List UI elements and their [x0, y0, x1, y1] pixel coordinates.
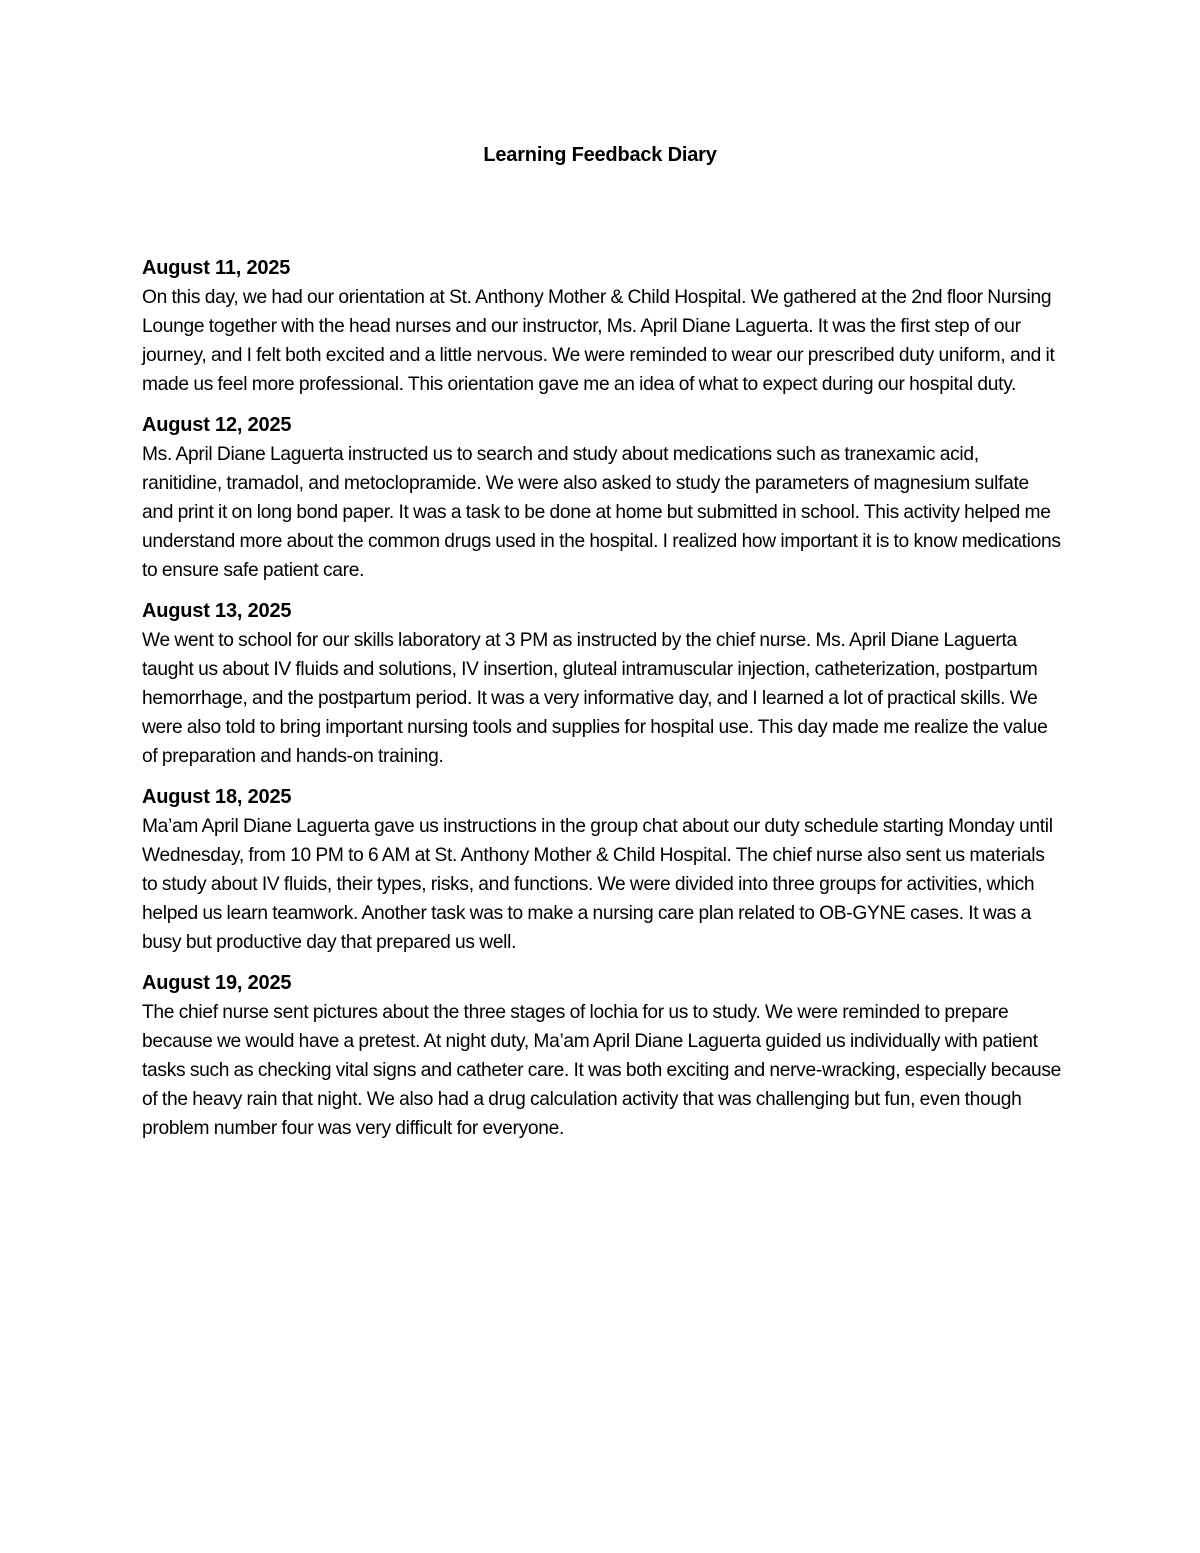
diary-entries [142, 254, 1062, 1155]
diary-entry [142, 597, 1062, 771]
diary-entry [142, 411, 1062, 585]
entry-date: August 13, 2025 [142, 600, 292, 622]
entry-date: August 11, 2025 [142, 257, 291, 279]
entry-text: Ms. April Diane Laguerta instructed us to search and study about medications such as tranexamic acid, ranitidine, tramadol, and metoclopramide. We were also asked to study the parameters of magnesium sulfate and print it on long bond paper. It was a task to be done at home but submitted in school. This activity helped me understand more about the common drugs used in the hospital. I realized how important it is to know medications to ensure safe patient care. [142, 444, 1061, 581]
diary-entry [142, 254, 1062, 399]
entry-text: The chief nurse sent pictures about the three stages of lochia for us to study. We were reminded to prepare because we would have a pretest. At night duty, Ma’am April Diane Laguerta guided us individually with patient tasks such as checking vital signs and catheter care. It was both exciting and nerve-wracking, especially because of the heavy rain that night. We also had a drug calculation activity that was challenging but fun, even though problem number four was very difficult for everyone. [142, 1002, 1062, 1139]
entry-date: August 18, 2025 [142, 786, 292, 808]
diary-entry [142, 969, 1062, 1143]
entry-date: August 12, 2025 [142, 414, 292, 436]
entry-text: Ma’am April Diane Laguerta gave us instructions in the group chat about our duty schedule starting Monday until Wednesday, from 10 PM to 6 AM at St. Anthony Mother & Child Hospital. The chief nurse also sent us materials to study about IV fluids, their types, risks, and functions. We were divided into three groups for activities, which helped us learn teamwork. Another task was to make a nursing care plan related to OB-GYNE cases. It was a busy but productive day that prepared us well. [142, 816, 1053, 953]
entry-text: On this day, we had our orientation at St. Anthony Mother & Child Hospital. We gathered at the 2nd floor Nursing Lounge together with the head nurses and our instructor, Ms. April Diane Laguerta. It was the first step of our journey, and I felt both excited and a little nervous. We were reminded to wear our prescribed duty uniform, and it made us feel more professional. This orientation gave me an idea of what to expect during our hospital duty. [142, 287, 1055, 395]
entry-date: August 19, 2025 [142, 972, 292, 994]
document-title: Learning Feedback Diary [483, 144, 717, 166]
entry-text: We went to school for our skills laboratory at 3 PM as instructed by the chief nurse. Ms. April Diane Laguerta taught us about IV fluids and solutions, IV insertion, gluteal intramuscular injection, catheterization, postpartum hemorrhage, and the postpartum period. It was a very informative day, and I learned a lot of practical skills. We were also told to bring important nursing tools and supplies for hospital use. This day made me realize the value of preparation and hands-on training. [142, 630, 1048, 767]
diary-entry [142, 783, 1062, 957]
